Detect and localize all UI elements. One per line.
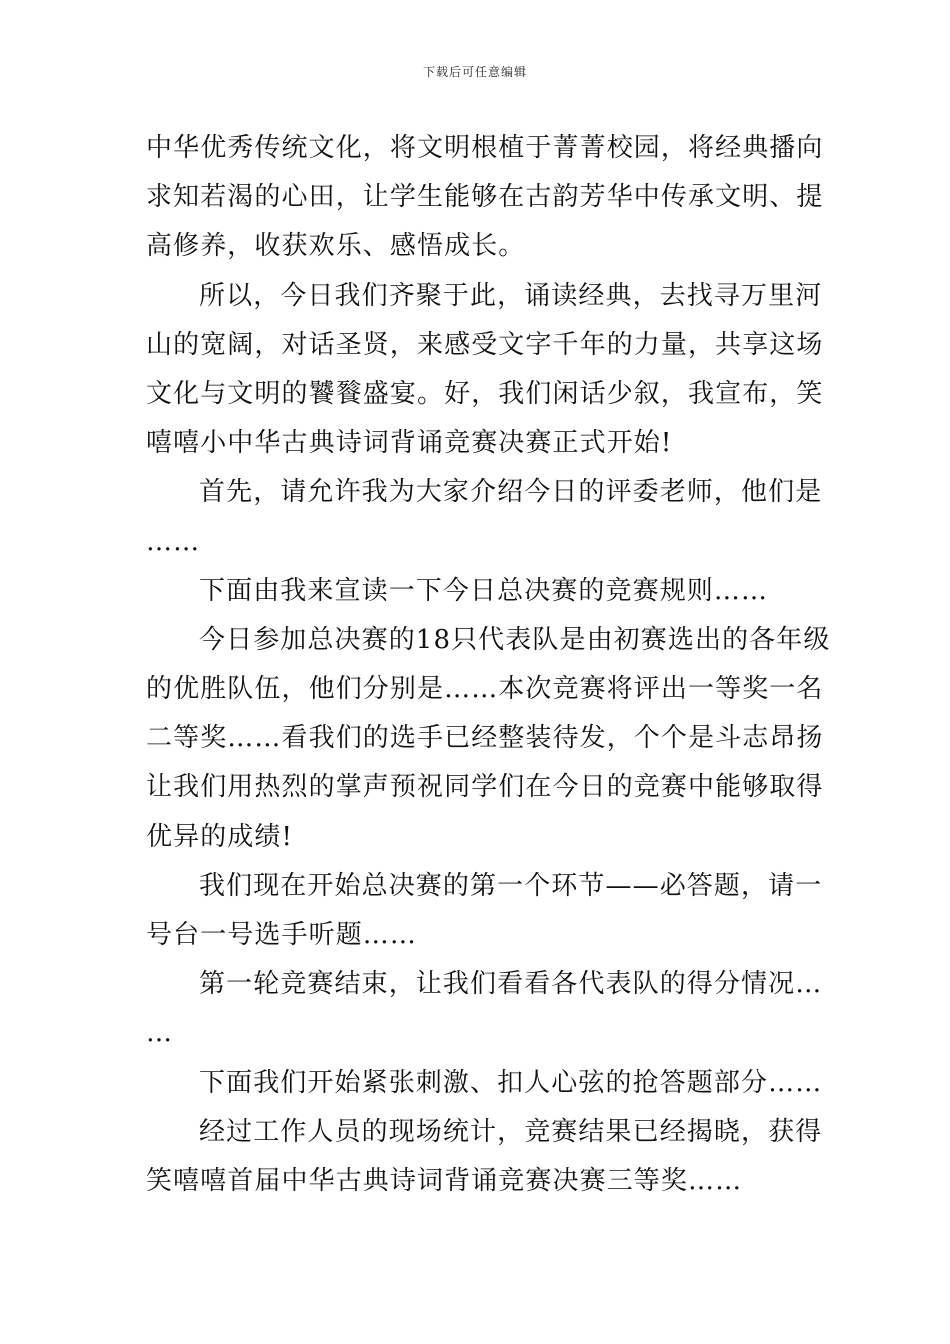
paragraph-judges (146, 468, 823, 566)
paragraph-results (146, 1108, 823, 1206)
text-line: 二等奖……看我们的选手已经整装待发，个个是斗志昂扬 (146, 723, 824, 754)
text-line: 优异的成绩! (146, 821, 294, 852)
text-line: 首先，请允许我为大家介绍今日的评委老师，他们是 (199, 477, 823, 508)
text-line: 笑嘻嘻首届中华古典诗词背诵竞赛决赛三等奖…… (146, 1165, 743, 1196)
text-line: 我们现在开始总决赛的第一个环节——必答题，请一 (199, 870, 823, 901)
paragraph-teams (146, 616, 831, 862)
text-line: 今日参加总决赛的18只代表队是由初赛选出的各年级 (199, 624, 831, 655)
text-line: 经过工作人员的现场统计，竞赛结果已经揭晓，获得 (199, 1116, 823, 1147)
text-line: 中华优秀传统文化，将文明根植于菁菁校园，将经典播向 (146, 133, 824, 163)
text-line: 的优胜队伍，他们分别是……本次竞赛将评出一等奖一名 (146, 674, 824, 705)
text-line: 求知若渴的心田，让学生能够在古韵芳华中传承文明、提 (146, 182, 824, 213)
text-line: 号台一号选手听题…… (146, 920, 418, 950)
text-line: 高修养，收获欢乐、感悟成长。 (146, 231, 526, 262)
text-line: … (146, 1018, 174, 1049)
text-line: 让我们用热烈的掌声预祝同学们在今日的竞赛中能够取得 (146, 772, 824, 803)
text-line: 文化与文明的饕餮盛宴。好，我们闲话少叙，我宣布，笑 (146, 378, 824, 409)
text-line: 嘻嘻小中华古典诗词背诵竞赛决赛正式开始! (146, 428, 673, 459)
text-line: 第一轮竞赛结束，让我们看看各代表队的得分情况… (199, 969, 823, 1000)
text-line: 所以，今日我们齐聚于此，诵读经典，去找寻万里河 (199, 280, 823, 311)
page-header: 下载后可任意编辑 (422, 65, 527, 79)
paragraph-scores (146, 960, 823, 1058)
paragraph-intro (146, 124, 824, 272)
text-line: 下面由我来宣读一下今日总决赛的竞赛规则…… (199, 575, 769, 606)
text-line: 山的宽阔，对话圣贤，来感受文字千年的力量，共享这场 (146, 329, 824, 360)
paragraph-rules (146, 567, 806, 616)
text-line: 下面我们开始紧张刺激、扣人心弦的抢答题部分…… (199, 1067, 823, 1098)
paragraph-round-one (146, 862, 823, 960)
paragraph-buzzer-round (146, 1059, 823, 1108)
document-body (146, 124, 831, 1206)
paragraph-opening (146, 272, 824, 469)
text-line: …… (146, 526, 201, 557)
